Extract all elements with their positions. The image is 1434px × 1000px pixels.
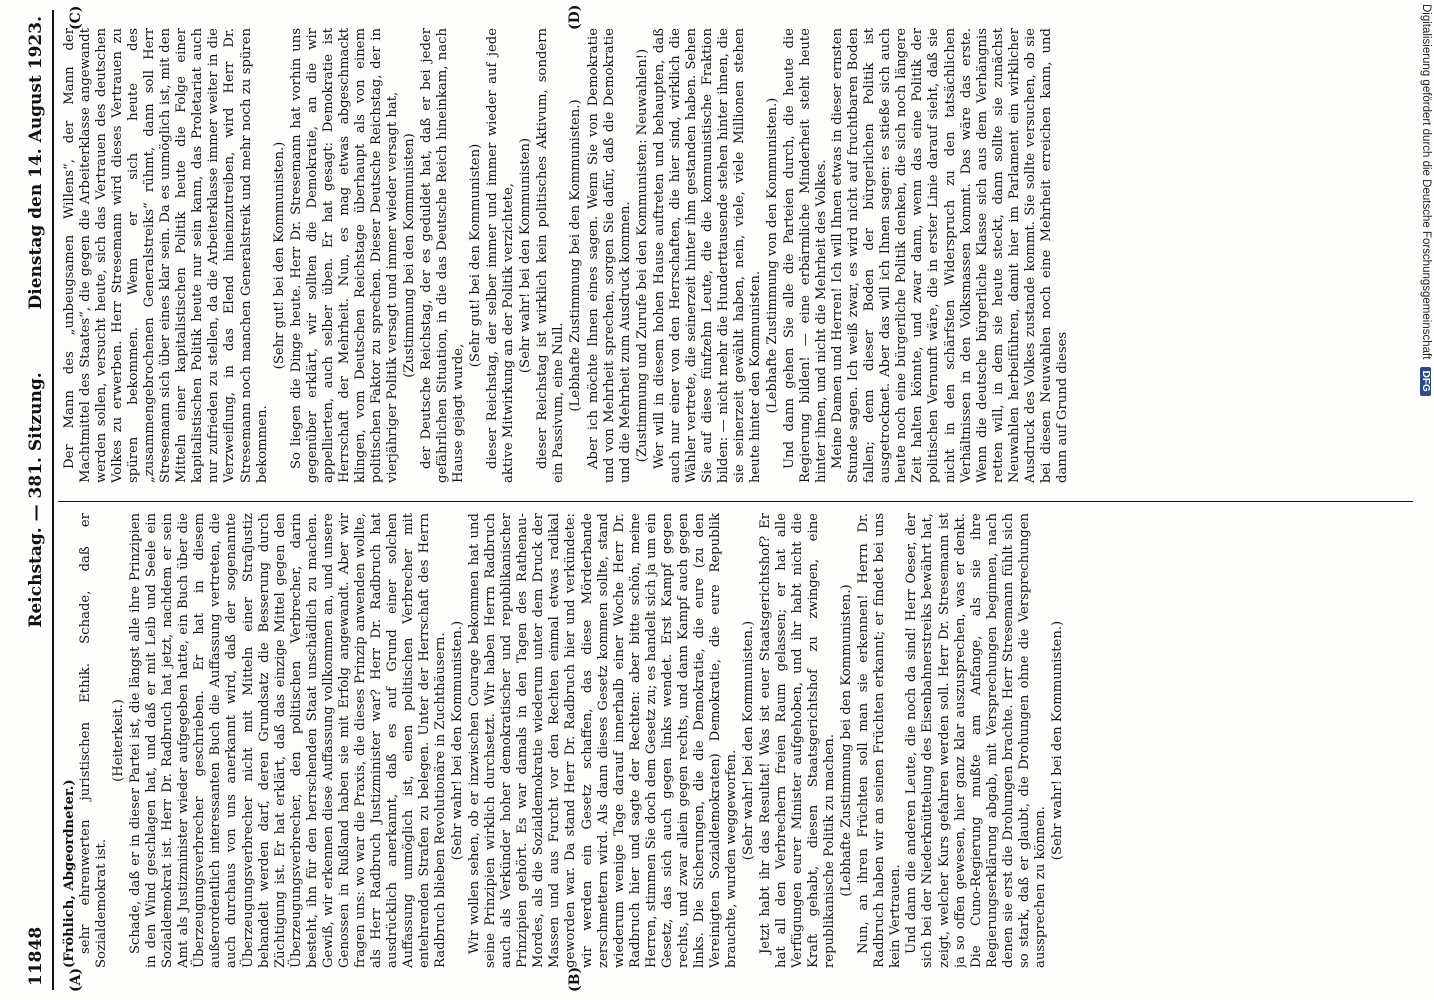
interjection: (Lebhafte Zustimmung bei den Kommunisten.) [839,584,855,897]
paragraph: sehr ehrenwerten juristischen Ethik. Schade, daß er Sozialdemokrat ist. [78,513,110,968]
speaker-label: (Fröhlich, Abgeordneter.) [62,779,77,968]
margin-marker-b: (B) [567,966,583,992]
paragraph: der Deutsche Reichstag, der es geduldet hat, daß er bei jeder gefährlichen Situation, in die das Deutsche Reich hineinkam, nach Hause gejagt wurde, [419,28,467,483]
digitization-stamp [1412,4,1432,996]
margin-marker-c: (C) [68,5,84,30]
margin-marker-d: (D) [567,4,583,30]
right-text-column [62,28,1407,483]
digitization-note: Digitalisierung gefördert durch die Deutsche Forschungsgemeinschaft [1420,4,1432,360]
paragraph: Nun, an ihren Früchten soll man sie erkennen! Herrn Dr. Radbruch haben wir an seinen Früchten erkannt; er findet bei uns kein Vertrauen. [856,513,904,968]
column-divider [58,501,1413,502]
interjection: (Sehr wahr! bei den Kommunisten) [518,137,534,374]
paragraph: Aber ich möchte Ihnen eines sagen. Wenn Sie von Demokratie und von Mehrheit sprechen, sorgen Sie dafür, daß die Demokratie und die Mehrheit zum Ausdruck kommen. [585,28,633,483]
interjection: (Sehr wahr! bei den Kommunisten.) [740,620,756,861]
session-date: Dienstag den 14. August 1923. [26,16,46,310]
paragraph: dieser Reichstag, der selber immer und immer wieder auf jede aktive Mitwirkung an der Politik verzichtete, [485,28,517,483]
paragraph: Und dann die anderen Leute, die noch da sind! Herr Oeser, der sich bei der Niederknüttelung des Eisenbahnerstreiks bewährt hat, zeigt, welcher Kurs gefahren werden soll. Herr Dr. Stresemann ist ja so offen gewesen, hier ganz klar auszusprechen, was er denkt. Die Cuno-Regierung mußte am Anfange, als sie ihre Regierungserklärung abgab, mit Versprechungen beginnen, nach denen sie erst die Drohungen brachte. Herr Stresemann fühlt sich so stark, daß er glaubt, die Drohungen ohne die Versprechungen aussprechen zu können. [904,513,1048,968]
interjection: (Lebhafte Zustimmung von den Kommunisten.) [765,97,781,414]
interjection: (Sehr wahr! bei den Kommunisten.) [1049,620,1065,861]
left-text-column [62,513,1407,968]
page-number: 11848 [26,926,46,986]
interjection: (Zustimmung und Zurufe bei den Kommunisten: Neuwahlen!) [634,48,650,463]
rotated-document-page [22,4,1417,992]
margin-marker-a: (A) [68,967,84,992]
paragraph: Und dann gehen Sie alle die Parteien durch, die heute die Regierung bilden! — eine erbärmliche Minderheit steht heute hinter ihnen, und nicht die Mehrheit des Volkes. [782,28,830,483]
page-header [22,10,54,990]
interjection: (Heiterkeit.) [111,699,127,782]
dfg-logo: DFG [1420,367,1431,396]
paragraph: Wer will in diesem hohen Hause auftreten und behaupten, daß auch nur einer von den Herrschaften, die hier sind, wirklich die Wähler vertrete, die seinerzeit hinter ihm gestanden haben. Sehen Sie auf diese fünfzehn Leute, die die kommunistische Fraktion bilden: — nicht mehr die Hunderttausende stehen hinter ihnen, die sie seinerzeit gewählt haben, nein, viele, viele Millionen stehen heute hinter den Kommunisten. [651,28,763,483]
paragraph: So liegen die Dinge heute. Herr Dr. Stresemann hat vorhin uns gegenüber erklärt, wir sollten die Demokratie, an die wir appellierten, auch selber üben. Er hat gesagt: Demokratie ist Herrschaft der Mehrheit. Nun, es mag etwas abgeschmackt klingen, vom Deutschen Reichstage überhaupt als von einem politischen Faktor zu sprechen. Dieser Deutsche Reichstag, der in vierjähriger Politik versagt und immer wieder versagt hat, [288,28,400,483]
paragraph: Meine Damen und Herren! Ich will Ihnen etwas in dieser ernsten Stunde sagen. Ich weiß zwar, es wird nicht auf fruchtbaren Boden fallen; denn dieser Boden der bürgerlichen Politik ist ausgetrocknet. Aber das will ich Ihnen sagen: es stieße sich auch heute noch eine bürgerliche Politik denken, die sich noch längere Zeit halten könnte, und zwar dann, wenn das eine Politik der politischen Vernunft wäre, die in erster Linie darauf sieht, daß sie nicht in den schärfsten Widerspruch zu den tatsächlichen Verhältnissen in den Volksmassen kommt. Das wäre das erste. Wenn die deutsche bürgerliche Klasse sich aus dem Verhängnis retten will, in dem sie heute steckt, dann sollte sie zunächst Neuwahlen herbeiführen, damit hier im Parlament ein wirklicher Ausdruck des Volkes zustande kommt. Sie sollte versuchen, ob sie bei diesen Neuwahlen noch eine Mehrheit erreichen kann, und dann auf Grund dieses [830,28,1070,483]
interjection: (Sehr gut! bei den Kommunisten) [468,143,484,368]
interjection: (Sehr wahr! bei den Kommunisten.) [450,620,466,861]
paragraph: Wir wollen sehen, ob er inzwischen Courage bekommen hat und seine Prinzipien wirklich durchsetzt. Wir haben Herrn Radbruch auch als Verkünder hoher demokratischer und republikanischer Prinzipien gehört. Es war damals in den Tagen des Rathenau-Mordes, als die Sozialdemokratie wiederum unter dem Druck der Massen und aus Furcht vor den Rechten einmal etwas radikal geworden war. Da stand Herr Dr. Radbruch hier und verkündete: wir werden ein Gesetz schaffen, das diese Mörderbande zerschmettern wird. Als dann dieses Gesetz kommen sollte, stand wiederum wenige Tage darauf innerhalb einer Woche Herr Dr. Radbruch hier und sagte der Rechten: aber bitte schön, meine Herren, stimmen Sie doch dem Gesetz zu; es handelt sich ja um ein Gesetz, das sich auch gegen links wendet. Erst Kampf gegen rechts, und zwar allein gegen rechts, und dann Kampf auch gegen links. Die Sicherungen, die die Demokratie, die eure (zu den Vereinigten Sozialdemokraten) Demokratie, die eure Republik brauchte, wurden weggeworfen. [467,513,739,968]
interjection: (Sehr gut! bei den Kommunisten.) [271,141,287,370]
session-title: Reichstag. — 381. Sitzung. [26,372,46,628]
paragraph: Schade, daß er in dieser Partei ist, die längst alle ihre Prinzipien in den Wind geschlagen hat, und daß er mit Leib und Seele ein Sozialdemokrat ist. Herr Dr. Radbruch hat jetzt, nachdem er sein Amt als Justizminister wieder aufgegeben hatte, ein Buch über die Überzeugungsverbrecher geschrieben. Er hat in diesem außerordentlich interessanten Buch die Auffassung vertreten, die auch durchaus von uns anerkannt wird, daß der sogenannte Überzeugungsverbrecher nicht mit Mitteln einer Strafjustiz behandelt werden darf, deren Grundsatz die Besserung durch Züchtigung ist. Er hat erklärt, daß das einzige Mittel gegen den Überzeugungsverbrecher, den politischen Verbrecher, darin besteht, ihn für den herrschenden Staat unschädlich zu machen. Gewiß, wir erkennen diese Auffassung vollkommen an, und unsere Genossen in Rußland haben sie mit Erfolg angewandt. Aber wir fragen uns: wo war die Praxis, die dieses Prinzip anwenden wollte, als Herr Radbruch Justizminister war? Herr Dr. Radbruch hat ausdrücklich anerkannt, daß es auf Grund einer solchen Auffassung unmöglich ist, einen politischen Verbrecher mit entehrenden Strafen zu belegen. Unter der Herrschaft des Herrn Radbruch blieben Revolutionäre in Zuchthäusern. [128,513,449,968]
interjection: (Zustimmung bei den Kommunisten) [401,133,417,378]
paragraph: Der Mann des „unbeugsamen Willens“, der Mann der Machtmittel des Staates“, die gegen die Arbeiterklasse angewandt werden sollen, versucht heute, sich das Vertrauen des deutschen Volkes zu erwerben. Herr Stresemann wird dieses Vertrauen zu spüren bekommen. Wenn er sich heute des „zusammengebrochenen Generalstreiks“ rühmt, dann soll Herr Stresemann sich über eines klar sein. Da es unmöglich ist, mit den Mitteln einer kapitalistischen Politik heute die Folge einer kapitalistischen Politik heute nur sein kann, das Proletariat auch nur zufrieden zu stellen, da die Arbeiterklasse immer weiter in die Verzweiflung, in das Elend hineinzutreiben, wird Herr Dr. Stresemann noch manchen Generalstreik und mehr noch zu spüren bekommen. [62,28,270,483]
paragraph: dieser Reichstag ist wirklich kein politisches Aktivum, sondern ein Passivum, eine Null. [535,28,567,483]
paragraph: Jetzt habt ihr das Resultat! Was ist euer Staatsgerichtshof? Er hat all den Verbrechern freien Raum gelassen; er hat alle Verfügungen eurer Minister aufgehoben, und ihr habt nicht die Kraft gehabt, diesen Staatsgerichtshof zu zwingen, eine republikanische Politik zu machen. [758,513,838,968]
interjection: (Lebhafte Zustimmung bei den Kommunisten.) [568,99,584,412]
